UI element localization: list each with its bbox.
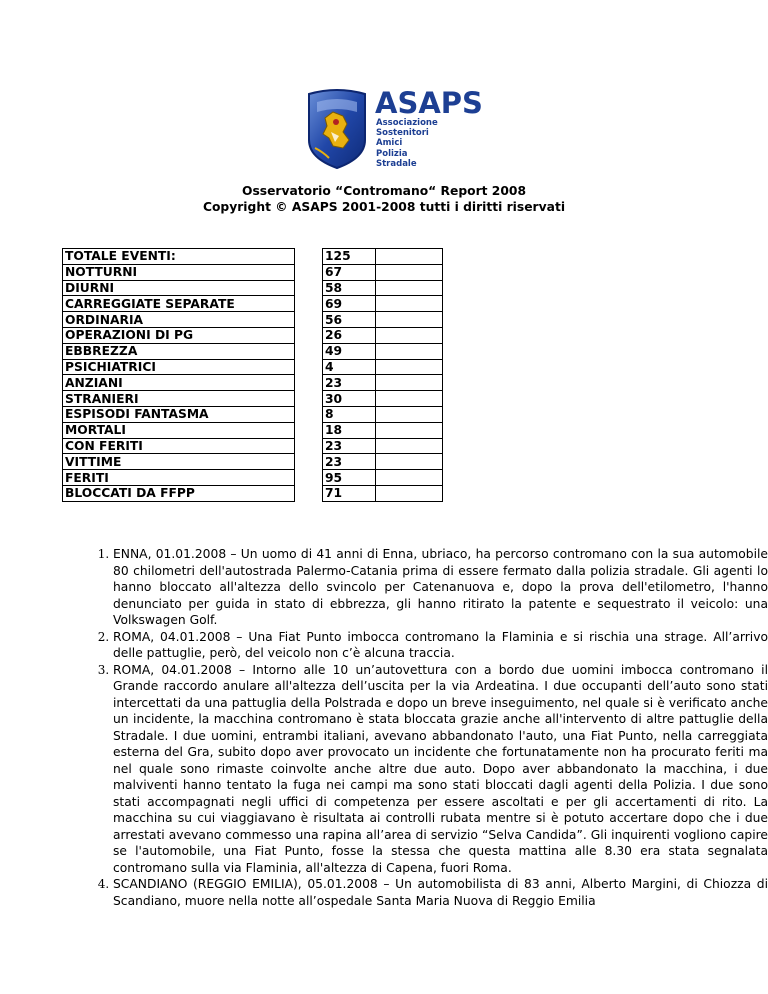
stats-label: ESPISODI FANTASMA [63,406,295,422]
stats-spacer [295,359,323,375]
stats-empty-cell [376,296,443,312]
stats-empty-cell [376,406,443,422]
copyright-line: Copyright © ASAPS 2001-2008 tutti i diritti riservati [202,200,566,214]
stats-row [63,406,443,422]
stats-spacer [295,343,323,359]
stats-row [63,249,443,265]
stats-spacer [295,327,323,343]
stats-row [63,375,443,391]
stats-value: 69 [323,296,376,312]
stats-empty-cell [376,327,443,343]
stats-row [63,470,443,486]
stats-empty-cell [376,422,443,438]
stats-row [63,438,443,454]
stats-row [63,391,443,407]
logo-subtitle [376,118,438,169]
stats-empty-cell [376,264,443,280]
stats-empty-cell [376,249,443,265]
stats-empty-cell [376,470,443,486]
stats-spacer [295,422,323,438]
stats-label: BLOCCATI DA FFPP [63,485,295,501]
event-item: 1. ENNA, 01.01.2008 – Un uomo di 41 anni di Enna, ubriaco, ha percorso contromano con la sua automobile 80 chilometri dell'autostrada Palermo-Catania prima di essere fermato dalla polizia stradale. Gli agenti lo hanno bloccato all'altezza dello svincolo per Catenanuova e, dopo la prova dell'etilometro, l'hanno denunciato per guida in stato di ebbrezza, gli hanno ritirato la patente e sequestrato il veicolo: una Volkswagen Golf. [113,546,768,629]
stats-row [63,312,443,328]
events-list [62,546,768,909]
stats-spacer [295,375,323,391]
stats-spacer [295,406,323,422]
stats-empty-cell [376,375,443,391]
stats-label: VITTIME [63,454,295,470]
stats-empty-cell [376,312,443,328]
stats-label: OPERAZIONI DI PG [63,327,295,343]
stats-value: 67 [323,264,376,280]
stats-empty-cell [376,438,443,454]
stats-value: 30 [323,391,376,407]
stats-spacer [295,312,323,328]
stats-label: STRANIERI [63,391,295,407]
stats-label: CON FERITI [63,438,295,454]
stats-empty-cell [376,391,443,407]
stats-value: 8 [323,406,376,422]
report-title: Osservatorio “Contromano“ Report 2008 [241,184,527,198]
stats-spacer [295,470,323,486]
stats-label: CARREGGIATE SEPARATE [63,296,295,312]
stats-label: MORTALI [63,422,295,438]
stats-spacer [295,438,323,454]
stats-value: 18 [323,422,376,438]
stats-label: FERITI [63,470,295,486]
logo-line: Amici [376,138,403,149]
logo-title: ASAPS [375,86,483,120]
stats-value: 58 [323,280,376,296]
stats-value: 125 [323,249,376,265]
stats-spacer [295,264,323,280]
stats-row [63,327,443,343]
stats-value: 4 [323,359,376,375]
stats-empty-cell [376,280,443,296]
stats-spacer [295,454,323,470]
stats-row [63,359,443,375]
stats-spacer [295,485,323,501]
stats-value: 26 [323,327,376,343]
asaps-logo [303,88,493,170]
stats-label: PSICHIATRICI [63,359,295,375]
stats-spacer [295,296,323,312]
stats-spacer [295,249,323,265]
stats-label: ORDINARIA [63,312,295,328]
logo-line: Associazione [376,118,438,128]
stats-value: 23 [323,454,376,470]
stats-label: ANZIANI [63,375,295,391]
stats-row [63,343,443,359]
stats-value: 49 [323,343,376,359]
stats-label: EBBREZZA [63,343,295,359]
event-item: 4. SCANDIANO (REGGIO EMILIA), 05.01.2008 – Un automobilista di 83 anni, Alberto Margini, di Chiozza di Scandiano, muore nella notte all’ospedale Santa Maria Nuova di Reggio Emilia [113,876,768,909]
stats-row [63,454,443,470]
stats-spacer [295,280,323,296]
stats-row [63,296,443,312]
stats-row [63,264,443,280]
stats-row [63,422,443,438]
stats-value: 23 [323,375,376,391]
stats-empty-cell [376,485,443,501]
event-item: 2. ROMA, 04.01.2008 – Una Fiat Punto imbocca contromano la Flaminia e si rischia una strage. All’arrivo delle pattuglie, però, del veicolo non c’è alcuna traccia. [113,629,768,662]
stats-empty-cell [376,343,443,359]
stats-empty-cell [376,454,443,470]
stats-value: 23 [323,438,376,454]
stats-label: NOTTURNI [63,264,295,280]
shield-emblem-icon [303,88,371,170]
stats-spacer [295,391,323,407]
stats-value: 95 [323,470,376,486]
stats-empty-cell [376,359,443,375]
stats-label: TOTALE EVENTI: [63,249,295,265]
stats-table [62,248,443,502]
logo-line: Stradale [376,158,417,169]
event-item: 3. ROMA, 04.01.2008 – Intorno alle 10 un’autovettura con a bordo due uomini imbocca contromano il Grande raccordo anulare all'altezza dell’uscita per la via Ardeatina. I due occupanti dell’auto sono stati intercettati da una pattuglia della Polstrada e dopo un breve inseguimento, nel quale si è verificato anche un incidente, la macchina contromano è stata bloccata grazie anche all'intervento di altre pattuglie della Stradale. I due uomini, entrambi italiani, avevano abbandonato l'auto, una Fiat Punto, nella carreggiata esterna del Gra, subito dopo aver provocato un incidente che fortunatamente non ha procurato feriti ma nel quale sono rimaste coinvolte anche altre due auto. Dopo aver abbandonato la macchina, i due malviventi hanno tentato la fuga nei campi ma sono stati bloccati dagli agenti della Polizia. I due sono stati accompagnati negli uffici di competenza per essere ascoltati e per gli accertamenti di rito. La macchina su cui viaggiavano è risultata ai controlli rubata mentre si è potuto accertare dopo che i due arrestati avevano commesso una rapina all’area di servizio “Selva Candida”. Gli inquirenti vogliono capire se l'automobile, una Fiat Punto, fosse la stessa che questa mattina alle 8.30 era stata segnalata contromano sulla via Flaminia, all'altezza di Capena, fuori Roma. [113,662,768,877]
logo-line: Sostenitori [376,128,429,139]
stats-value: 56 [323,312,376,328]
stats-value: 71 [323,485,376,501]
stats-label: DIURNI [63,280,295,296]
stats-row [63,485,443,501]
stats-row [63,280,443,296]
logo-line: Polizia [376,148,408,159]
